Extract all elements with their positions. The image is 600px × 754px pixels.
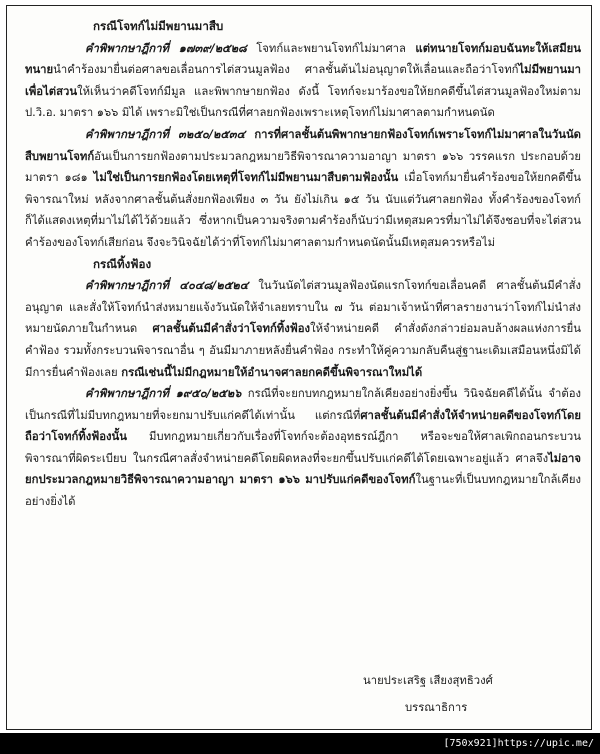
paragraph-2-text-2: เมื่อโจทก์มายื่นคำร้องขอให้ยกคดีขึ้นพิจารณาใหม่ หลังจากศาลชั้นต้นสั่งยกฟ้องเพียง ๓ วัน ยังไม่เกิน ๑๕ วัน นับแต่วันศาลยกฟ้อง ทั้งคำร้องของโจทก์ก็ได้แสดงเหตุที่มาไม่ได้ไว้ด้วยแล้ว ซึ่งหากเป็นความจริงตามคำร้องก็นับว่ามีเหตุสมควรที่มาไม่ได้จึงชอบที่จะไต่สวนคำร้องของโจทก์เสียก่อน จึงจะวินิจฉัยได้ว่าที่โจทก์ไม่มาศาลตามกำหนดนัดนั้นมีเหตุสมควรหรือไม่ [25, 171, 582, 249]
paragraph-4-text-1: กรณีที่จะยกบทกฎหมายใกล้เคียงอย่างยิ่งขึ้น วินิจฉัยคดีได้นั้น จำต้องเป็นกรณีที่ไม่มีบทกฎหมายที่จะยกมาปรับแก่คดีได้เท่านั้น แต่กรณีที่ [25, 387, 581, 422]
document-body [25, 16, 581, 513]
case-citation-1: คำพิพากษาฎีกาที่ ๑๗๓๙/๒๕๒๘ [85, 41, 247, 55]
signature-name: นายประเสริฐ เสียงสุทธิวงศ์ [363, 674, 493, 687]
paragraph-2 [25, 124, 581, 254]
paragraph-3-text-2: ให้จำหน่ายคดี คำสั่งดังกล่าวย่อมลบล้างผลแห่งการยื่นคำฟ้อง รวมทั้งกระบวนพิจารณาอื่น ๆ อันมีมาภายหลังยื่นคำฟ้อง กระทำให้คู่ความกลับคืนสู่ฐานะเดิมเสมือนหนึ่งมิได้มีการยื่นคำฟ้องเลย [25, 322, 581, 379]
section-heading-abandon: กรณีทิ้งฟ้อง [93, 256, 152, 271]
paragraph-4-bold-1: ศาลชั้นต้นมีคำสั่งให้จำหน่ายคดีของโจทก์โดยถือว่าโจทก์ทิ้งฟ้องนั้น [25, 408, 581, 444]
case-citation-4: คำพิพากษาฎีกาที่ ๑๙๕๐/๒๕๒๖ [85, 387, 242, 401]
signature-role: บรรณาธิการ [405, 701, 468, 714]
paragraph-3-text-1: ในวันนัดไต่สวนมูลฟ้องนัดแรกโจทก์ขอเลื่อนคดี ศาลชั้นต้นมีคำสั่งอนุญาต และสั่งให้โจทก์นำส่งหมายแจ้งวันนัดให้จำเลยทราบใน ๗ วัน ต่อมาเจ้าหน้าที่ศาลรายงานว่าโจทก์ไม่นำส่งหมายนัดภายในกำหนด [25, 279, 581, 336]
paragraph-1-text-2: นำคำร้องมายื่นต่อศาลขอเลื่อนการไต่สวนมูลฟ้อง ศาลชั้นต้นไม่อนุญาตให้เลื่อนและถือว่าโจทก์ [53, 63, 519, 77]
paragraph-2-text-1: อันเป็นการยกฟ้องตามประมวลกฎหมายวิธีพิจารณาความอาญา มาตรา ๑๖๖ วรรคแรก ประกอบด้วยมาตรา ๑๘๑ [25, 149, 581, 185]
document-page [6, 5, 592, 730]
paragraph-1-text-3: ให้เห็นว่าคดีโจทก์มีมูล และพิพากษายกฟ้อง ดังนี้ โจทก์จะมาร้องขอให้ยกคดีขึ้นไต่สวนมูลฟ้องใหม่ตาม ป.วิ.อ. มาตรา ๑๖๖ มิได้ เพราะมิใช่เป็นกรณีที่ศาลยกฟ้องเพราะเหตุโจทก์ไม่มาศาลตามกำหนดนัด [25, 84, 581, 120]
paragraph-3-bold-1: ศาลชั้นต้นมีคำสั่งว่าโจทก์ทิ้งฟ้อง [152, 322, 311, 336]
paragraph-3-bold-2: กรณีเช่นนี้ไม่มีกฎหมายให้อำนาจศาลยกคดีขึ้นพิจารณาใหม่ได้ [121, 365, 423, 379]
paragraph-1-bold-2: ไม่มีพยานมาเพื่อไต่สวน [25, 63, 581, 98]
paragraph-1-bold-1: แต่ทนายโจทก์มอบฉันทะให้เสมียนทนาย [25, 41, 581, 77]
case-citation-3: คำพิพากษาฎีกาที่ ๔๐๔๘/๒๕๒๔ [85, 279, 249, 293]
paragraph-4 [25, 383, 581, 513]
paragraph-4-text-3: ในฐานะที่เป็นบทกฎหมายใกล้เคียงอย่างยิ่งได้ [25, 473, 581, 509]
paragraph-3 [25, 275, 581, 383]
case-citation-2: คำพิพากษาฎีกาที่ ๓๒๕๐/๒๕๓๔ [85, 127, 246, 141]
paragraph-2-bold-1: การที่ศาลชั้นต้นพิพากษายกฟ้องโจทก์เพราะโจทก์ไม่มาศาลในวันนัดสืบพยานโจทก์ [25, 127, 581, 163]
paragraph-1 [25, 38, 581, 124]
paragraph-4-text-2: มีบทกฎหมายเกี่ยวกับเรื่องที่โจทก์จะต้องอุทธรณ์ฎีกา หรือจะขอให้ศาลเพิกถอนกระบวนพิจารณาที่ผิดระเบียบ ในกรณีศาลสั่งจำหน่ายคดีโดยผิดหลงที่จะยกขึ้นปรับแก่คดีได้โดยเฉพาะอยู่แล้ว ศาลจึง [25, 430, 581, 465]
image-source-footer: [750x921]https://upic.me/ [0, 733, 600, 754]
section-heading-no-witness: กรณีโจทก์ไม่มีพยานมาสืบ [93, 19, 224, 33]
paragraph-1-text-1: โจทก์และพยานโจทก์ไม่มาศาล [246, 41, 416, 55]
paragraph-2-bold-2: ไม่ใช่เป็นการยกฟ้องโดยเหตุที่โจทก์ไม่มีพยานมาสืบตามฟ้องนั้น [93, 171, 399, 185]
paragraph-4-bold-2: ไม่อาจยกประมวลกฎหมายวิธีพิจารณาความอาญา มาตรา ๑๖๖ มาปรับแก่คดีของโจทก์ [25, 451, 581, 487]
